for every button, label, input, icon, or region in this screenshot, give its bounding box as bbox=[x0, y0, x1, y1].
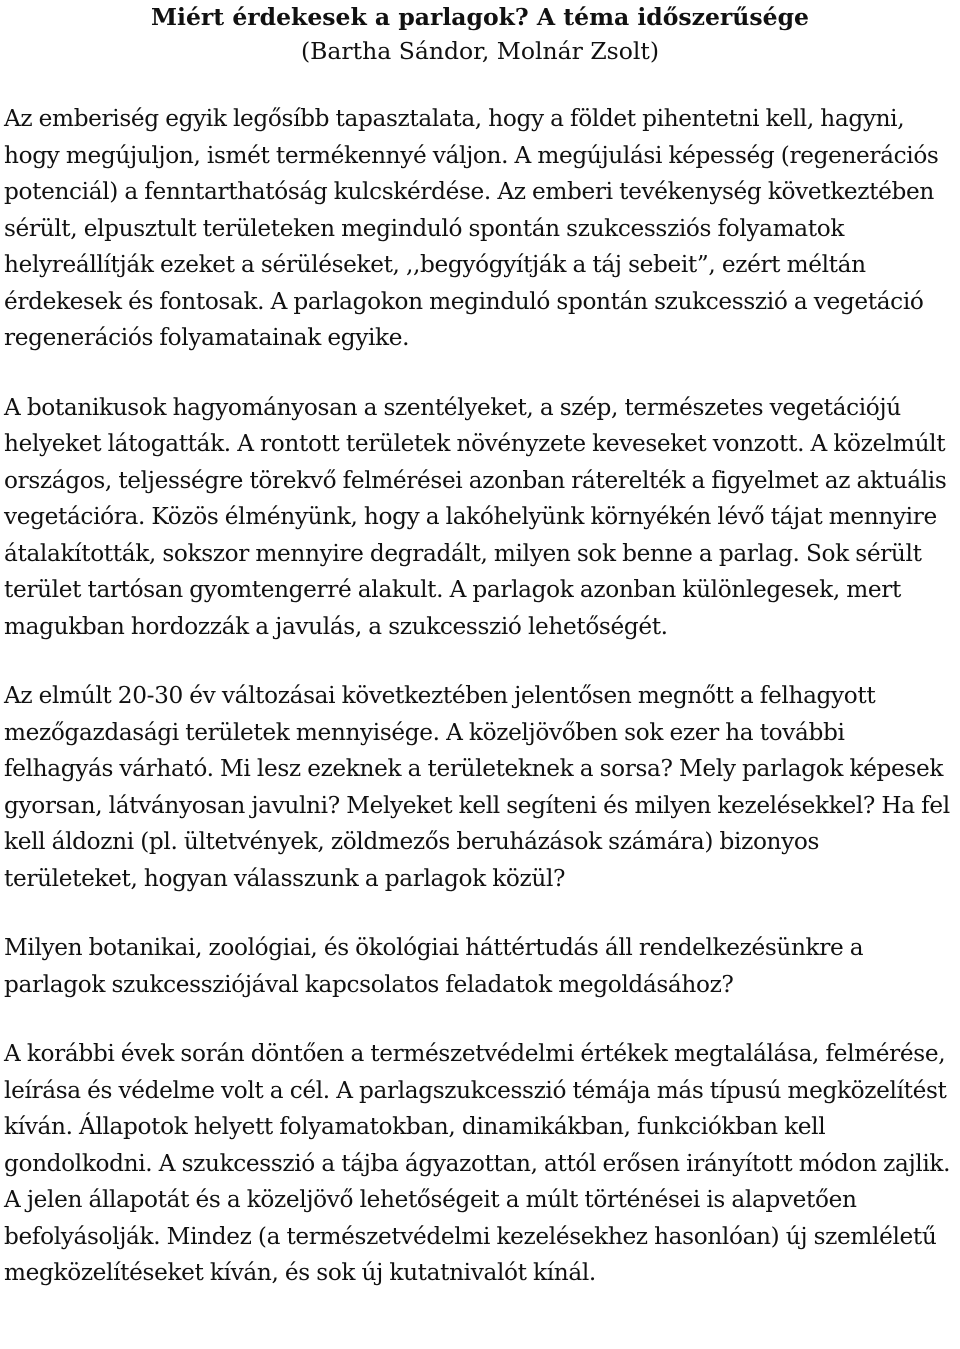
paragraph-2: A botanikusok hagyományosan a szentélyeket, a szép, természetes vegetációjú helyeket látogatták. A rontott területek növényzete keveseket vonzott. A közelmúlt országos, teljességre törekvő felmérései azonban ráterelték a figyelmet az aktuális vegetációra. Közös élményünk, hogy a lakóhelyünk környékén lévő tájat mennyire átalakították, sokszor mennyire degradált, milyen sok benne a parlag. Sok sérült terület tartósan gyomtengerré alakult. A parlagok azonban különlegesek, mert magukban hordozzák a javulás, a szukcesszió lehetőségét. bbox=[4, 393, 947, 640]
paragraph-5: A korábbi évek során döntően a természetvédelmi értékek megtalálása, felmérése, leírása és védelme volt a cél. A parlagszukcesszió témája más típusú megközelítést kíván. Állapotok helyett folyamatokban, dinamikákban, funkciókban kell gondolkodni. A szukcesszió a tájba ágyazottan, attól erősen irányított módon zajlik. A jelen állapotát és a közeljövő lehetőségeit a múlt történései is alapvetően befolyásolják. Mindez (a természetvédelmi kezelésekhez hasonlóan) új szemléletű megközelítéseket kíván, és sok új kutatnivalót kínál. bbox=[4, 1040, 951, 1286]
paragraph-1: Az emberiség egyik legősíbb tapasztalata, hogy a földet pihentetni kell, hagyni, hogy megújuljon, ismét termékennyé váljon. A megújulási képesség (regenerációs potenciál) a fenntarthatóság kulcskérdése. Az emberi tevékenység következtében sérült, elpusztult területeken meginduló spontán szukcessziós folyamatok helyreállítják ezeket a sérüléseket, ,,begyógyítják a táj sebeit”, ezért méltán érdekesek és fontosak. A parlagokon meginduló spontán szukcesszió a vegetáció regenerációs folyamatainak egyike. bbox=[4, 105, 939, 351]
document-title: Miért érdekesek a parlagok? A téma időszerűsége bbox=[151, 3, 809, 31]
paragraph-4: Milyen botanikai, zoológiai, és ökológiai háttértudás áll rendelkezésünkre a parlagok szukcessziójával kapcsolatos feladatok megoldásához? bbox=[4, 934, 864, 998]
paragraph-3: Az elmúlt 20-30 év változásai következtében jelentősen megnőtt a felhagyott mezőgazdasági területek mennyisége. A közeljövőben sok ezer ha további felhagyás várható. Mi lesz ezeknek a területeknek a sorsa? Mely parlagok képesek gyorsan, látványosan javulni? Melyeket kell segíteni és milyen kezelésekkel? Ha fel kell áldozni (pl. ültetvények, zöldmezős beruházások számára) bizonyos területeket, hogyan válasszunk a parlagok közül? bbox=[4, 682, 950, 892]
document-authors: (Bartha Sándor, Molnár Zsolt) bbox=[300, 37, 659, 65]
